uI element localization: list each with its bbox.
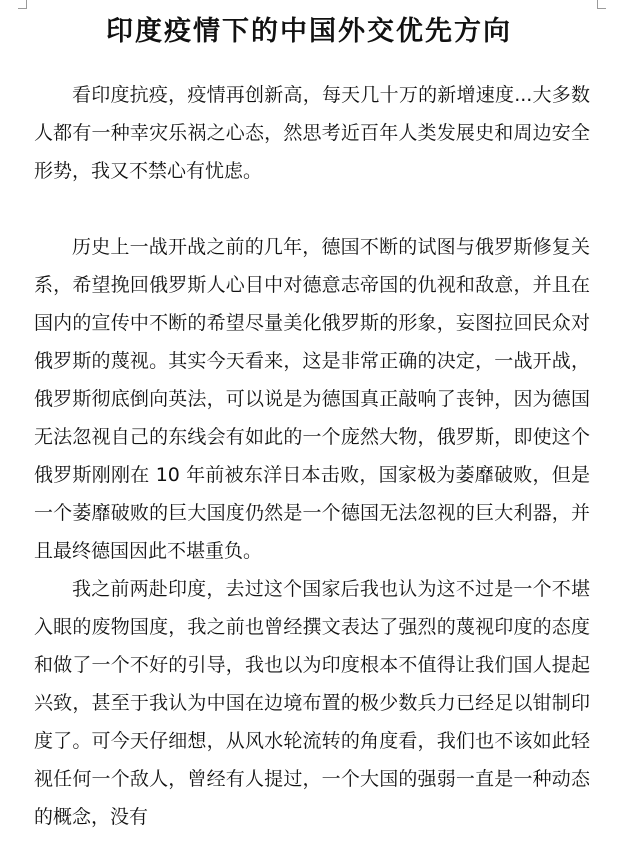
document-body	[34, 76, 590, 836]
document-title: 印度疫情下的中国外交优先方向	[106, 16, 512, 47]
paragraph-spacer	[34, 190, 590, 209]
page-corner-mark-left	[18, 0, 27, 9]
paragraph-india-visits: 我之前两赴印度，去过这个国家后我也认为这不过是一个不堪入眼的废物国度，我之前也曾经撰文表达了强烈的蔑视印度的态度和做了一个不好的引导，我也以为印度根本不值得让我们国人提起兴致，甚至于我认为中国在边境布置的极少数兵力已经足以钳制印度了。可今天仔细想，从风水轮流转的角度看，我们也不该如此轻视任何一个敌人，曾经有人提过，一个大国的强弱一直是一种动态的概念，没有	[34, 578, 590, 828]
page-corner-mark-right	[597, 0, 606, 9]
paragraph-history: 历史上一战开战之前的几年，德国不断的试图与俄罗斯修复关系，希望挽回俄罗斯人心目中对德意志帝国的仇视和敌意，并且在国内的宣传中不断的希望尽量美化俄罗斯的形象，妄图拉回民众对俄罗斯的蔑视。其实今天看来，这是非常正确的决定，一战开战，俄罗斯彻底倒向英法，可以说是为德国真正敲响了丧钟，因为德国无法忽视自己的东线会有如此的一个庞然大物，俄罗斯，即使这个俄罗斯刚刚在 10 年前被东洋日本击败，国家极为萎靡破败，但是一个萎靡破败的巨大国度仍然是一个德国无法忽视的巨大利器，并且最终德国因此不堪重负。	[34, 236, 590, 562]
paragraph-spacer	[34, 209, 590, 228]
paragraph-intro: 看印度抗疫，疫情再创新高，每天几十万的新增速度...大多数人都有一种幸灾乐祸之心态，然思考近百年人类发展史和周边安全形势，我又不禁心有忧虑。	[34, 84, 590, 182]
